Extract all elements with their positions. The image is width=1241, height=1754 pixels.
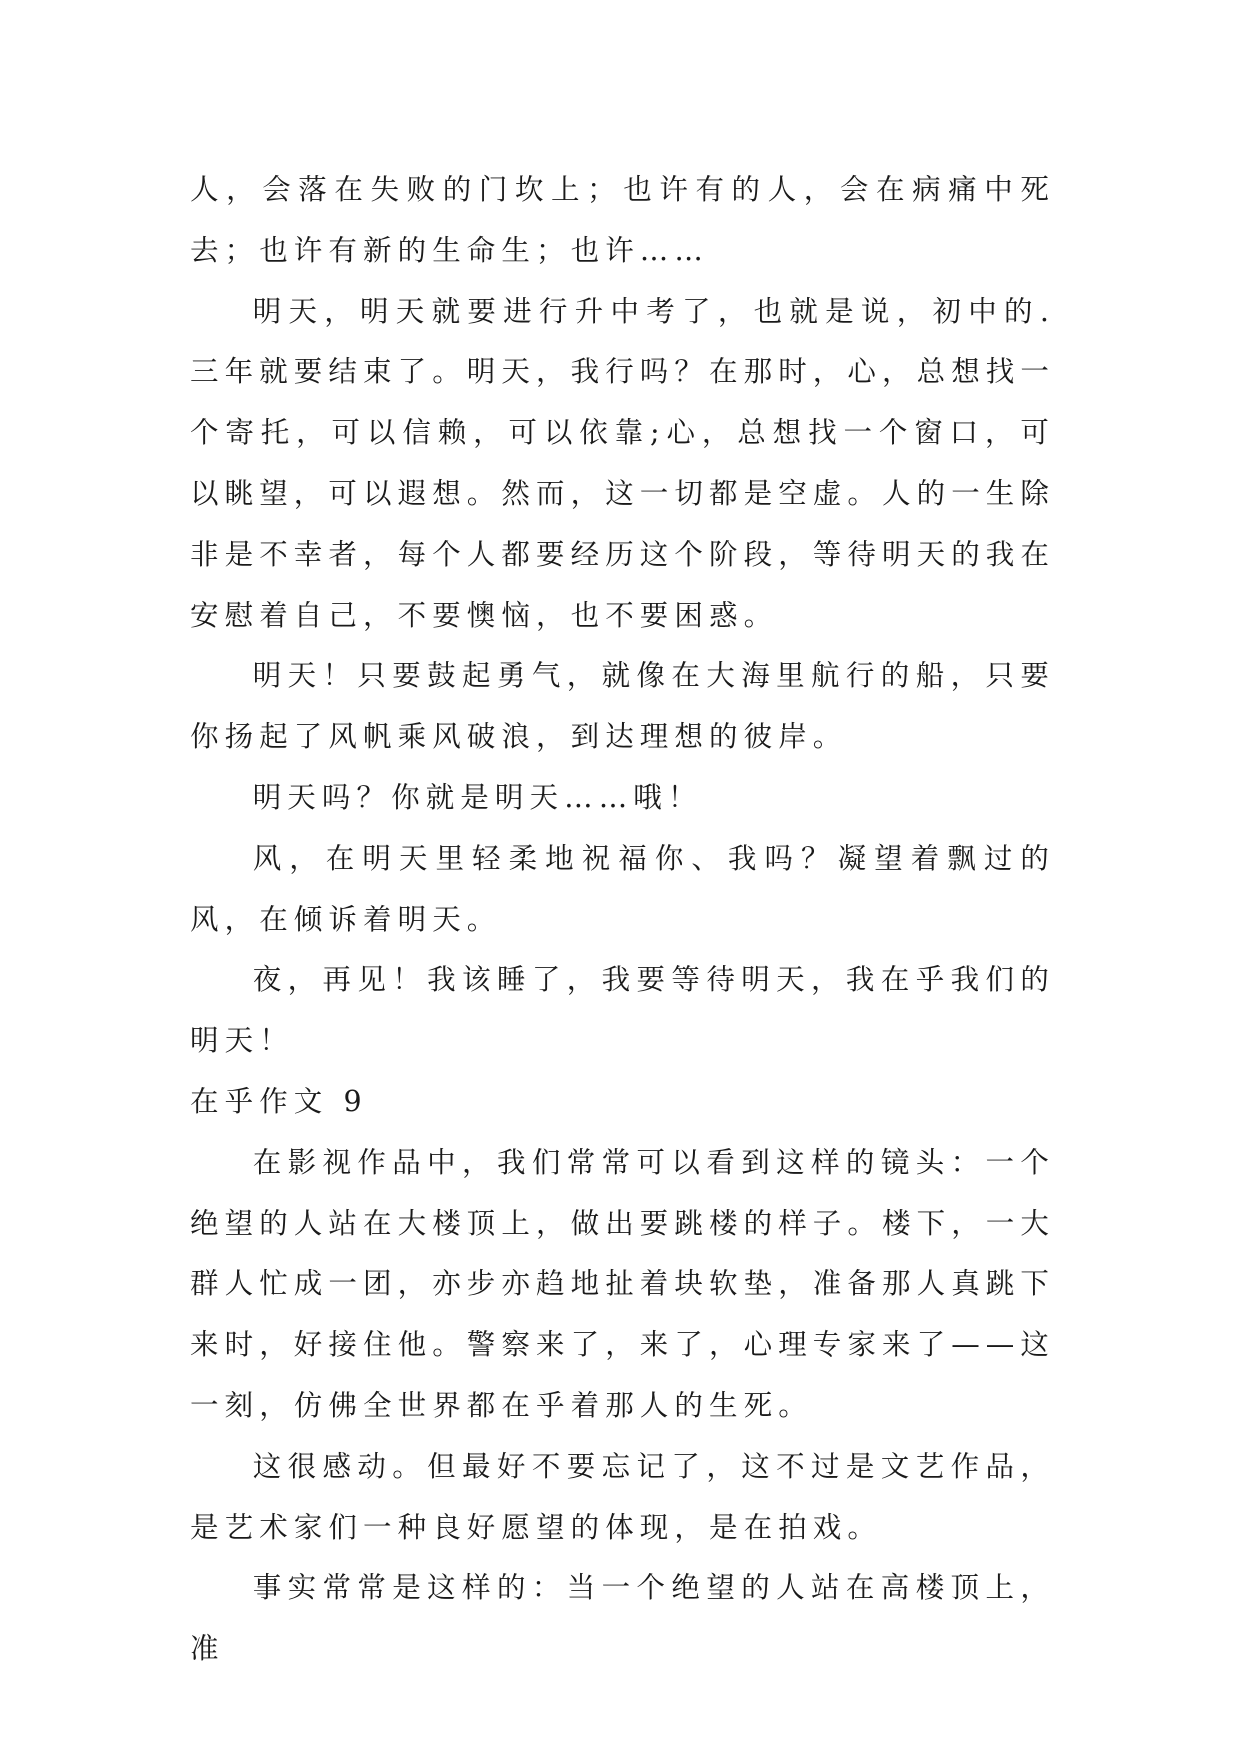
paragraph: 夜，再见！我该睡了，我要等待明天，我在乎我们的明天！ [190, 963, 1055, 1058]
paragraph: 这很感动。但最好不要忘记了，这不过是文艺作品，是艺术家们一种良好愿望的体现，是在拍戏。 [190, 1449, 1055, 1544]
paragraph: 人，会落在失败的门坎上；也许有的人，会在病痛中死去；也许有新的生命生；也许…… [190, 173, 1055, 267]
paragraph: 在影视作品中，我们常常可以看到这样的镜头：一个绝望的人站在大楼顶上，做出要跳楼的样子。楼下，一大群人忙成一团，亦步亦趋地扯着块软垫，准备那人真跳下来时，好接住他。警察来了，来了，心理专家来了——这一刻，仿佛全世界都在乎着那人的生死。 [190, 1145, 1056, 1422]
paragraph: 明天，明天就要进行升中考了，也就是说，初中的.三年就要结束了。明天，我行吗？在那时，心，总想找一个寄托，可以信赖，可以依靠;心，总想找一个窗口，可以眺望，可以遐想。然而，这一切都是空虚。人的一生除非是不幸者，每个人都要经历这个阶段，等待明天的我在安慰着自己，不要懊恼，也不要困惑。 [190, 294, 1056, 632]
document-body [190, 160, 1055, 1680]
paragraph: 明天！只要鼓起勇气，就像在大海里航行的船，只要你扬起了风帆乘风破浪，到达理想的彼岸。 [190, 659, 1055, 754]
paragraph: 事实常常是这样的：当一个绝望的人站在高楼顶上，准 [190, 1571, 1055, 1666]
section-title: 在乎作文 9 [190, 1084, 368, 1118]
paragraph: 明天吗？你就是明天……哦！ [252, 780, 703, 814]
paragraph: 风，在明天里轻柔地祝福你、我吗？凝望着飘过的风，在倾诉着明天。 [190, 841, 1055, 936]
